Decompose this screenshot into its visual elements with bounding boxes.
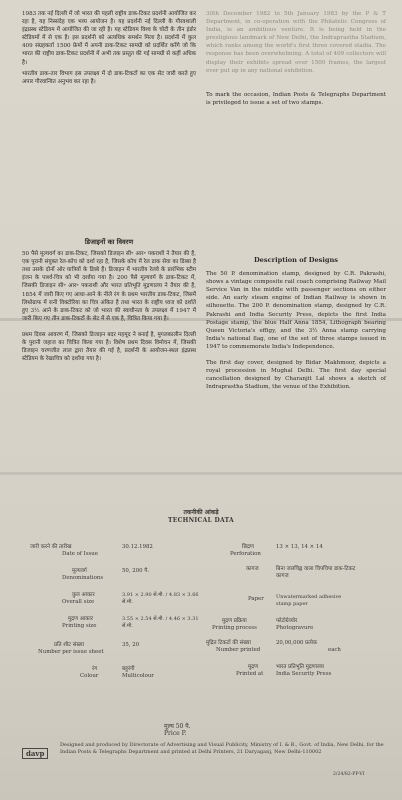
design-hindi	[22, 238, 196, 366]
footer-credits	[60, 742, 390, 757]
tech-value: बहुरंगी	[122, 666, 135, 672]
tech-row	[212, 664, 387, 678]
design-english-para2: The first day cover, designed by Bidar Makhmoor, depicts a royal procession in Mughal Delhi. The first day special cancellation designed by Charanjit Lal shows a sketch of Indraprastha Stadium, the venue of the Exhibition.	[206, 360, 386, 391]
tech-label-english: Printing size	[62, 623, 97, 629]
tech-label-english: Printed at	[236, 671, 264, 677]
tech-value: 35, 20	[122, 642, 140, 648]
footer-prefix: Designed and produced by	[60, 742, 128, 748]
tech-label-english: Overall size	[62, 599, 95, 605]
design-english	[206, 256, 386, 394]
price	[164, 722, 191, 737]
tech-label-hindi: रंग	[92, 666, 98, 672]
technical-title-hindi: तकनीकी आंकड़े	[183, 509, 219, 516]
tech-value-english: India Security Press	[276, 671, 332, 677]
intro-english-para1: 30th December 1982 to 5th January 1983 by the P & T Department, in co-operation with the Philatelic Congress of India, is an ambitious venture. It is being held in the prestigious landmark of New Delhi, the Indraprastha Stadium, which ranks among the world's first three covered stadia. The response has been overwhelming. A total of 409 collectors will display their exhibits spread over 1500 frames, the largest ever put up in any national exhibition.	[206, 11, 386, 74]
tech-label-hindi: कुल आकार	[72, 592, 95, 598]
tech-row	[30, 592, 205, 606]
tech-value: 13 × 13, 14 × 14	[276, 544, 323, 550]
tech-label-hindi: मुद्रण आकार	[68, 616, 93, 622]
tech-row	[212, 618, 387, 632]
tech-row	[212, 544, 387, 558]
tech-label-hindi: मुद्रण	[248, 664, 258, 670]
print-code: 2/24/82-PP-VI	[333, 772, 365, 777]
tech-value-english: each	[328, 647, 341, 653]
design-hindi-para1: 50 पैसे मूल्यवर्ग का डाक-टिकट, जिसको डिजाइन सी॰ आर॰ पकराशी ने तैयार की है, एक पुरानी संयुक्त रेल-कोच को दर्शा रहा है, जिसके कोच में रेल डाक सेवा का डिब्बा है तथा उसके दोनों ओर यात्रियों के डिब्बे हैं। डिजाइन में भारतीय रेलवे के प्रारंभिक स्टीम इंजन के पार्श्व-चित्र को भी दर्शाया गया है। 200 पैसे मूल्यवर्ग के डाक-टिकट में, जिसकी डिजाइन सी॰ आर॰ पकराशी और भारत प्रतिभूति मुद्रणालय ने तैयार की है, 1854 में जारी किए गए आधा-आने के नीले रंग के प्रथम भारतीय डाक-टिकट, जिसमें लिथोग्राफ में रानी विक्टोरिया का चित्र अंकित है तथा भारत के राष्ट्रीय ध्वज को दर्शाते हुए 3½ आने के डाक-टिकट को जो भारत की स्वाधीनता के उपलक्ष्य में 1947 में जारी किए गए तीन डाक-टिकटों के सेट में से एक है, चित्रित किया गया है।	[22, 251, 196, 322]
tech-label-hindi: मुद्रित टिकटों की संख्या	[206, 640, 251, 646]
tech-row	[30, 666, 200, 680]
tech-value: भारत प्रतिभूति मुद्रणालय	[276, 664, 324, 670]
design-hindi-title: डिजाइनों का विवरण	[84, 238, 134, 246]
tech-row	[30, 568, 200, 582]
tech-row	[30, 642, 200, 656]
tech-value: 3.91 × 2.90 सें.मी. / 4.83 × 3.66 सें.मी.	[122, 592, 199, 605]
tech-label-english: Paper	[248, 596, 264, 602]
tech-row	[212, 566, 387, 607]
tech-label-english: Denominations	[62, 575, 104, 581]
design-english-para1: The 50 P. denomination stamp, designed by C.R. Pakrashi, shows a vintage composite rail coach comprising Railway Mail Service Van in the middle with passenger sections on either side. An early steam engine of Indian Railway is shown in silhouette. The 200 P. denomination stamp, designed by C.R. Pakrashi and India Security Press, depicts the first India Postage stamp, the blue Half Anna 1854, Lithograph bearing Queen Victoria's effigy, and the 3½ Anna stamp carrying India's national flag, one of the set of three stamps issued in 1947 to commemorate India's Independence.	[206, 271, 386, 350]
price-hindi: मूल्य 50 पै.	[164, 723, 191, 730]
tech-row	[30, 544, 200, 558]
tech-label-english: Number per issue sheet	[38, 649, 104, 655]
davp-logo: davp	[22, 748, 48, 759]
tech-value: 3.55 × 2.54 सें.मी. / 4.46 × 3.31 सें.मी.	[122, 616, 199, 629]
tech-label-english: Printing process	[212, 625, 257, 631]
tech-value-english: Multicolour	[122, 673, 154, 679]
tech-label-hindi: जारी करने की तारीख	[30, 544, 72, 550]
tech-value: 20,00,000 प्रत्येक	[276, 640, 318, 646]
tech-value: 30.12.1982	[122, 544, 153, 550]
technical-title-english: TECHNICAL DATA	[167, 517, 235, 524]
tech-label-english: Date of Issue	[62, 551, 98, 557]
tech-value: फोटोग्रेव्योर	[276, 618, 298, 624]
tech-label-hindi: मूल्यवर्ग	[72, 568, 87, 574]
tech-label-hindi: छिद्रण	[242, 544, 254, 550]
intro-english-para2: To mark the occasion, Indian Posts & Telegraphs Department is privileged to issue a set of two stamps.	[206, 91, 386, 106]
intro-hindi-para2: भारतीय डाक-तार विभाग इस उपलक्ष्य में दो डाक-टिकटों का एक सेट जारी करते हुए अपार गौरवान्वित अनुभव कर रहा है।	[22, 70, 196, 85]
tech-value-english: Photogravure	[276, 625, 314, 631]
tech-value: 50, 200 पै.	[122, 568, 150, 574]
price-english: Price P.	[164, 730, 187, 737]
tech-label-hindi: मुद्रण प्रक्रिया	[222, 618, 247, 624]
intro-hindi-para1: 1983 तक नई दिल्ली में जो भारत की पहली राष्ट्रीय डाक-टिकट प्रदर्शनी आयोजित कर रहा है, यह निस्संदेह एक भव्य आयोजन है। यह प्रदर्शनी नई दिल्ली के गौरवशाली इंद्रप्रस्थ स्टेडियम में आयोजित की जा रही है। यह स्टेडियम विश्व के चोटी के तीन इंडोर स्टेडियमों में से एक है। इस प्रदर्शनी को अत्यधिक समर्थन मिला है। प्रदर्शनी में कुल 409 संग्रहकर्ता 1500 फ्रेमों में अपनी डाक-टिकट सामग्री को प्रदर्शित करेंगे जो कि भारत की राष्ट्रीय डाक-टिकट प्रदर्शनी में अभी तक प्रस्तुत की गई सामग्री से कहीं अधिक है।	[22, 11, 196, 66]
paper-fold	[0, 472, 402, 475]
design-english-title: Description of Designs	[253, 256, 339, 264]
tech-label-english: Number printed	[216, 647, 261, 653]
tech-row	[30, 616, 205, 630]
footer-text: Directorate of Advertising and Visual Publicity, Ministry of I. & B., Govt. of India, New Delhi, for the Indian Posts & Telegraphs Department and printed at Delhi Printers, 21 Daryaganj, New Delhi-110002	[60, 742, 384, 756]
intro-english	[206, 10, 386, 110]
tech-row	[206, 640, 386, 654]
tech-label-english: Colour	[80, 673, 99, 679]
tech-label-english: Perforation	[230, 551, 261, 557]
design-hindi-para2: प्रथम दिवस आवरण में, जिसको डिजाइन बदर महमूद ने बनाई है, मुगलकालीन दिल्ली के पुरानी जहाज का चित्रित किया गया है। विशेष प्रथम दिवस विमोचन में, जिसकी डिजाइन चरणजीत लाल द्वारा तैयार की गई है, प्रदर्शनी के आयोजन-स्थल इंद्रप्रस्थ स्टेडियम के रेखाचित्र को दर्शाया गया है।	[22, 331, 196, 363]
tech-value: बिना जलचिह्न वाला चिपचिपा डाक-टिकट कागज	[276, 566, 356, 579]
tech-label-hindi: प्रति शीट संख्या	[54, 642, 85, 648]
tech-label-hindi: कागज	[246, 566, 259, 572]
tech-value-english: Unwatermarked adhesive stamp paper	[276, 594, 342, 607]
intro-hindi	[22, 10, 196, 89]
